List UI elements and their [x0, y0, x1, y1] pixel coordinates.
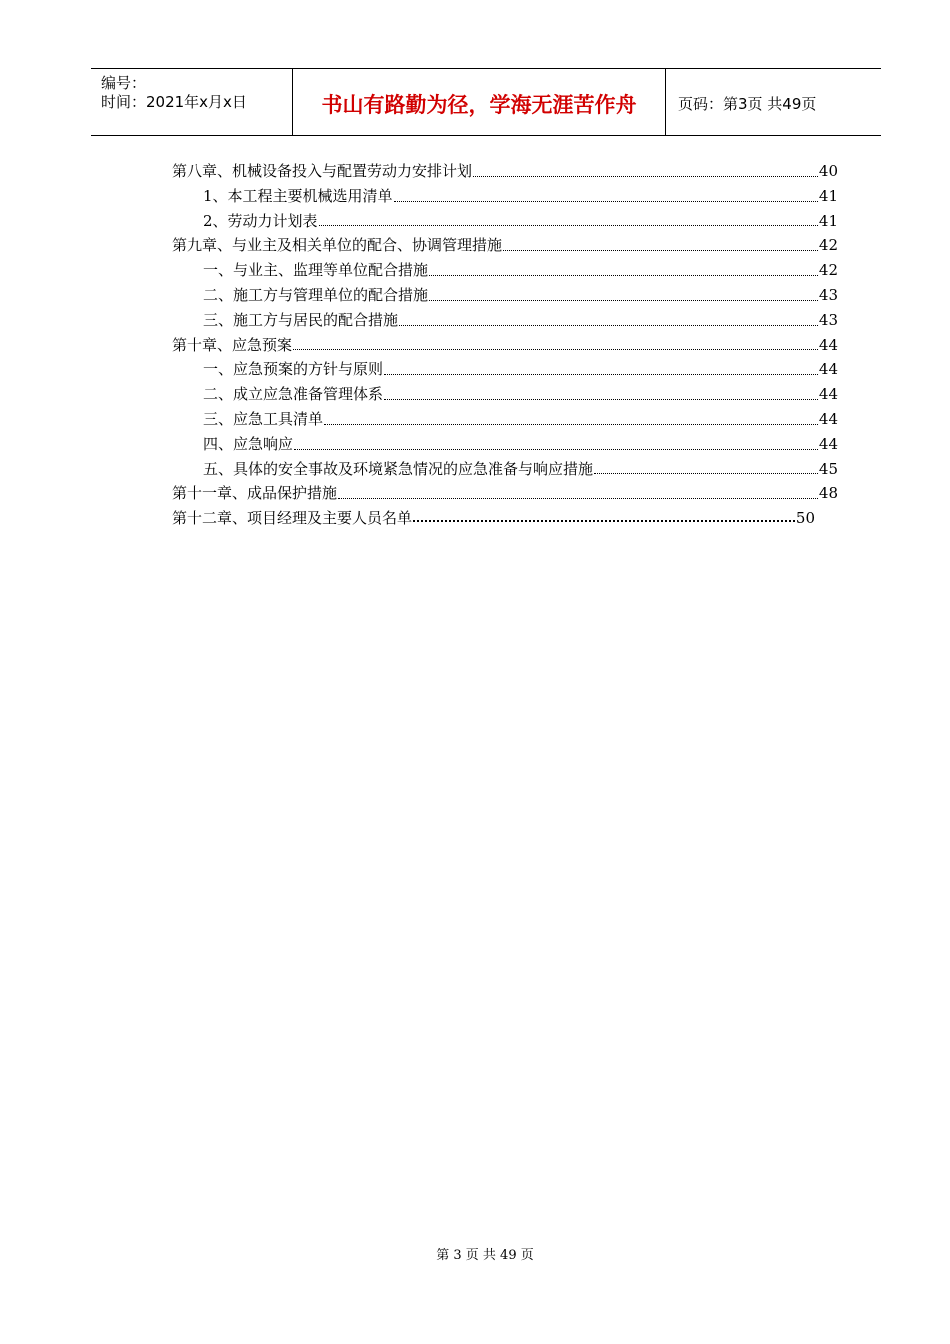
toc-dot-leader: [503, 249, 818, 251]
toc-dot-leader: [394, 200, 818, 202]
table-of-contents: [172, 159, 838, 531]
toc-entry-page: 44: [818, 385, 838, 404]
toc-entry[interactable]: [172, 357, 838, 382]
toc-entry[interactable]: [172, 506, 815, 531]
toc-entry-page: 48: [818, 484, 838, 503]
toc-dot-leader: [319, 224, 818, 226]
toc-entry-title: 三、应急工具清单: [203, 409, 324, 428]
toc-entry-page: 44: [818, 434, 838, 453]
toc-entry-page: 41: [818, 186, 838, 205]
toc-entry[interactable]: [172, 308, 838, 333]
toc-dot-leader: [594, 472, 818, 474]
toc-dot-leader: [429, 274, 818, 276]
toc-entry-page: 44: [818, 335, 838, 354]
toc-entry-page: 45: [818, 459, 838, 478]
header-page-info: 页码：第3页 共49页: [678, 95, 817, 113]
toc-dot-leader: [384, 373, 818, 375]
toc-entry[interactable]: [172, 209, 838, 234]
header-meta-cell: [91, 69, 293, 135]
toc-entry[interactable]: [172, 457, 838, 482]
document-time-label: 时间：2021年x月x日: [101, 93, 247, 111]
toc-entry[interactable]: [172, 432, 838, 457]
toc-dot-leader: [293, 348, 818, 350]
toc-dot-leader: [399, 324, 818, 326]
toc-entry[interactable]: [172, 333, 838, 358]
toc-entry[interactable]: [172, 159, 838, 184]
toc-dot-leader: [384, 398, 818, 400]
toc-entry-page: 42: [818, 236, 838, 255]
toc-entry-title: 一、应急预案的方针与原则: [203, 360, 384, 379]
toc-entry-title: 2、劳动力计划表: [203, 211, 318, 230]
toc-entry-page: 50: [795, 509, 815, 528]
toc-entry-title: 二、施工方与管理单位的配合措施: [203, 285, 429, 304]
toc-entry[interactable]: [172, 283, 838, 308]
toc-entry[interactable]: [172, 407, 838, 432]
toc-entry-title: 二、成立应急准备管理体系: [203, 385, 384, 404]
toc-dot-leader: [294, 448, 818, 450]
toc-entry[interactable]: [172, 233, 838, 258]
page-footer: 第 3 页 共 49 页: [436, 1248, 534, 1263]
toc-entry[interactable]: [172, 382, 838, 407]
header-page-cell: [666, 69, 881, 135]
toc-entry-title: 第十章、应急预案: [172, 335, 293, 354]
toc-entry-title: 第九章、与业主及相关单位的配合、协调管理措施: [172, 236, 503, 255]
toc-entry-title: 第八章、机械设备投入与配置劳动力安排计划: [172, 162, 473, 180]
toc-entry[interactable]: [172, 481, 838, 506]
toc-entry-page: 44: [818, 409, 838, 428]
toc-dot-leader: [429, 299, 818, 301]
document-number-label: 编号：: [101, 74, 147, 92]
toc-entry-title: 第十二章、项目经理及主要人员名单: [172, 509, 413, 528]
toc-dot-leader: [338, 497, 818, 499]
toc-dot-leader: [413, 519, 795, 522]
toc-entry-page: 43: [818, 310, 838, 329]
header-motto-cell: [293, 69, 666, 135]
toc-entry-title: 五、具体的安全事故及环境紧急情况的应急准备与响应措施: [203, 459, 594, 478]
toc-entry-page: 40: [818, 162, 838, 180]
toc-entry-title: 一、与业主、监理等单位配合措施: [203, 261, 429, 280]
toc-entry-page: 42: [818, 261, 838, 280]
toc-entry-page: 44: [818, 360, 838, 379]
toc-dot-leader: [324, 423, 818, 425]
toc-entry[interactable]: [172, 258, 838, 283]
toc-entry-page: 43: [818, 285, 838, 304]
toc-entry-title: 四、应急响应: [203, 434, 294, 453]
toc-entry[interactable]: [172, 184, 838, 209]
toc-entry-title: 第十一章、成品保护措施: [172, 484, 338, 503]
document-header: [91, 68, 881, 136]
header-motto: 书山有路勤为径，学海无涯苦作舟: [321, 93, 637, 117]
toc-entry-title: 1、本工程主要机械选用清单: [203, 186, 393, 205]
toc-entry-title: 三、施工方与居民的配合措施: [203, 310, 399, 329]
toc-dot-leader: [473, 175, 818, 177]
toc-entry-page: 41: [818, 211, 838, 230]
